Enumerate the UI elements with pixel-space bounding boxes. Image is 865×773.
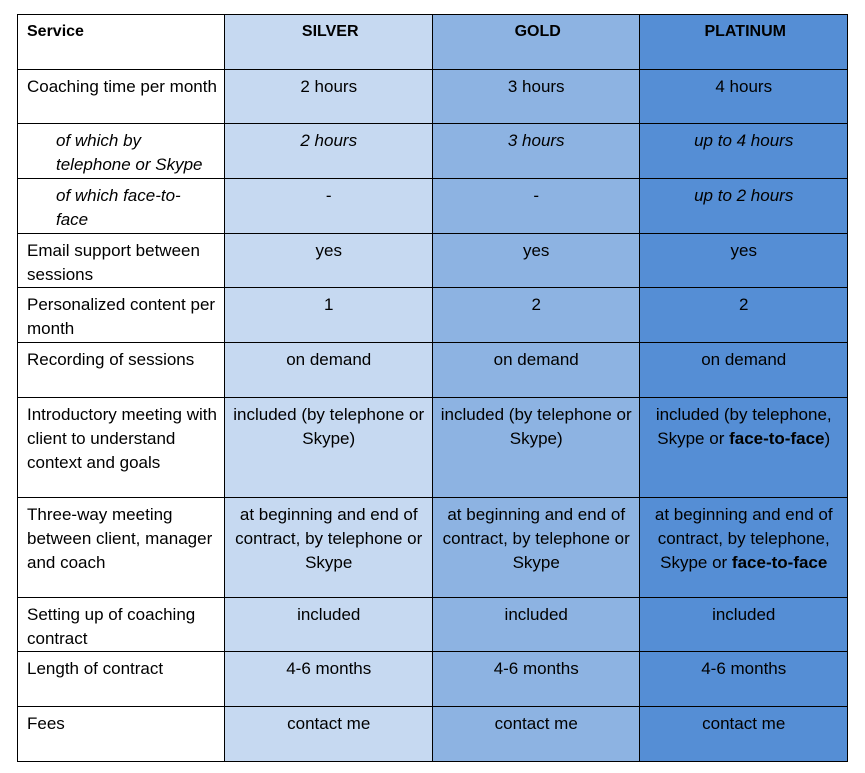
row-label-contract-length: Length of contract (18, 652, 225, 707)
table-row (18, 70, 848, 124)
cell-silver: at beginning and end of contract, by telephone or Skype (225, 498, 432, 598)
row-label-contract-setup: Setting up of coaching contract (18, 598, 225, 652)
row-label-recording: Recording of sessions (18, 343, 225, 398)
cell-silver: 2 hours (225, 124, 432, 179)
cell-gold: included (432, 598, 639, 652)
cell-platinum: contact me (640, 707, 848, 762)
face-to-face-label-text: of which face-to-face (56, 186, 181, 229)
cell-silver: on demand (225, 343, 432, 398)
cell-gold: yes (432, 234, 639, 288)
row-label-fees: Fees (18, 707, 225, 762)
cell-platinum: 2 (640, 288, 848, 343)
cell-gold: 3 hours (432, 70, 639, 124)
row-label-email-support: Email support between sessions (18, 234, 225, 288)
cell-platinum: up to 2 hours (640, 179, 848, 234)
table-row (18, 398, 848, 498)
cell-gold: 3 hours (432, 124, 639, 179)
cell-gold: on demand (432, 343, 639, 398)
header-silver: SILVER (225, 15, 432, 70)
row-label-coaching-time: Coaching time per month (18, 70, 225, 124)
cell-silver: 4-6 months (225, 652, 432, 707)
pricing-table (17, 14, 848, 762)
platinum-intro-emphasis: face-to-face (729, 429, 825, 448)
cell-gold: 2 (432, 288, 639, 343)
cell-platinum (640, 498, 848, 598)
table-row (18, 343, 848, 398)
cell-platinum: 4-6 months (640, 652, 848, 707)
cell-platinum: up to 4 hours (640, 124, 848, 179)
cell-gold: 4-6 months (432, 652, 639, 707)
row-label-intro-meeting: Introductory meeting with client to understand context and goals (18, 398, 225, 498)
cell-platinum (640, 398, 848, 498)
row-label-three-way: Three-way meeting between client, manager and coach (18, 498, 225, 598)
cell-platinum: 4 hours (640, 70, 848, 124)
table-row (18, 498, 848, 598)
cell-silver: yes (225, 234, 432, 288)
cell-silver: 1 (225, 288, 432, 343)
table-row (18, 652, 848, 707)
table-row (18, 124, 848, 179)
table-row (18, 598, 848, 652)
cell-silver: included (by telephone or Skype) (225, 398, 432, 498)
table-row (18, 179, 848, 234)
header-platinum: PLATINUM (640, 15, 848, 70)
row-label-personalized-content: Personalized content per month (18, 288, 225, 343)
platinum-three-way-text: at beginning and end of contract, by telephone, Skype or (654, 505, 833, 572)
cell-silver: contact me (225, 707, 432, 762)
cell-platinum: yes (640, 234, 848, 288)
cell-gold: included (by telephone or Skype) (432, 398, 639, 498)
header-service: Service (18, 15, 225, 70)
header-row (18, 15, 848, 70)
platinum-intro-text: included (by telephone, Skype or (655, 405, 832, 448)
cell-platinum: on demand (640, 343, 848, 398)
cell-platinum: included (640, 598, 848, 652)
row-label-face-to-face (18, 179, 225, 234)
cell-gold: at beginning and end of contract, by telephone or Skype (432, 498, 639, 598)
header-gold: GOLD (432, 15, 639, 70)
cell-silver: 2 hours (225, 70, 432, 124)
platinum-intro-suffix: ) (824, 429, 831, 448)
table-row (18, 288, 848, 343)
row-label-by-phone: of which by telephone or Skype (18, 124, 225, 179)
cell-silver: included (225, 598, 432, 652)
table-row (18, 707, 848, 762)
table-row (18, 234, 848, 288)
platinum-three-way-emphasis: face-to-face (731, 553, 828, 572)
cell-gold: - (432, 179, 639, 234)
cell-gold: contact me (432, 707, 639, 762)
cell-silver: - (225, 179, 432, 234)
